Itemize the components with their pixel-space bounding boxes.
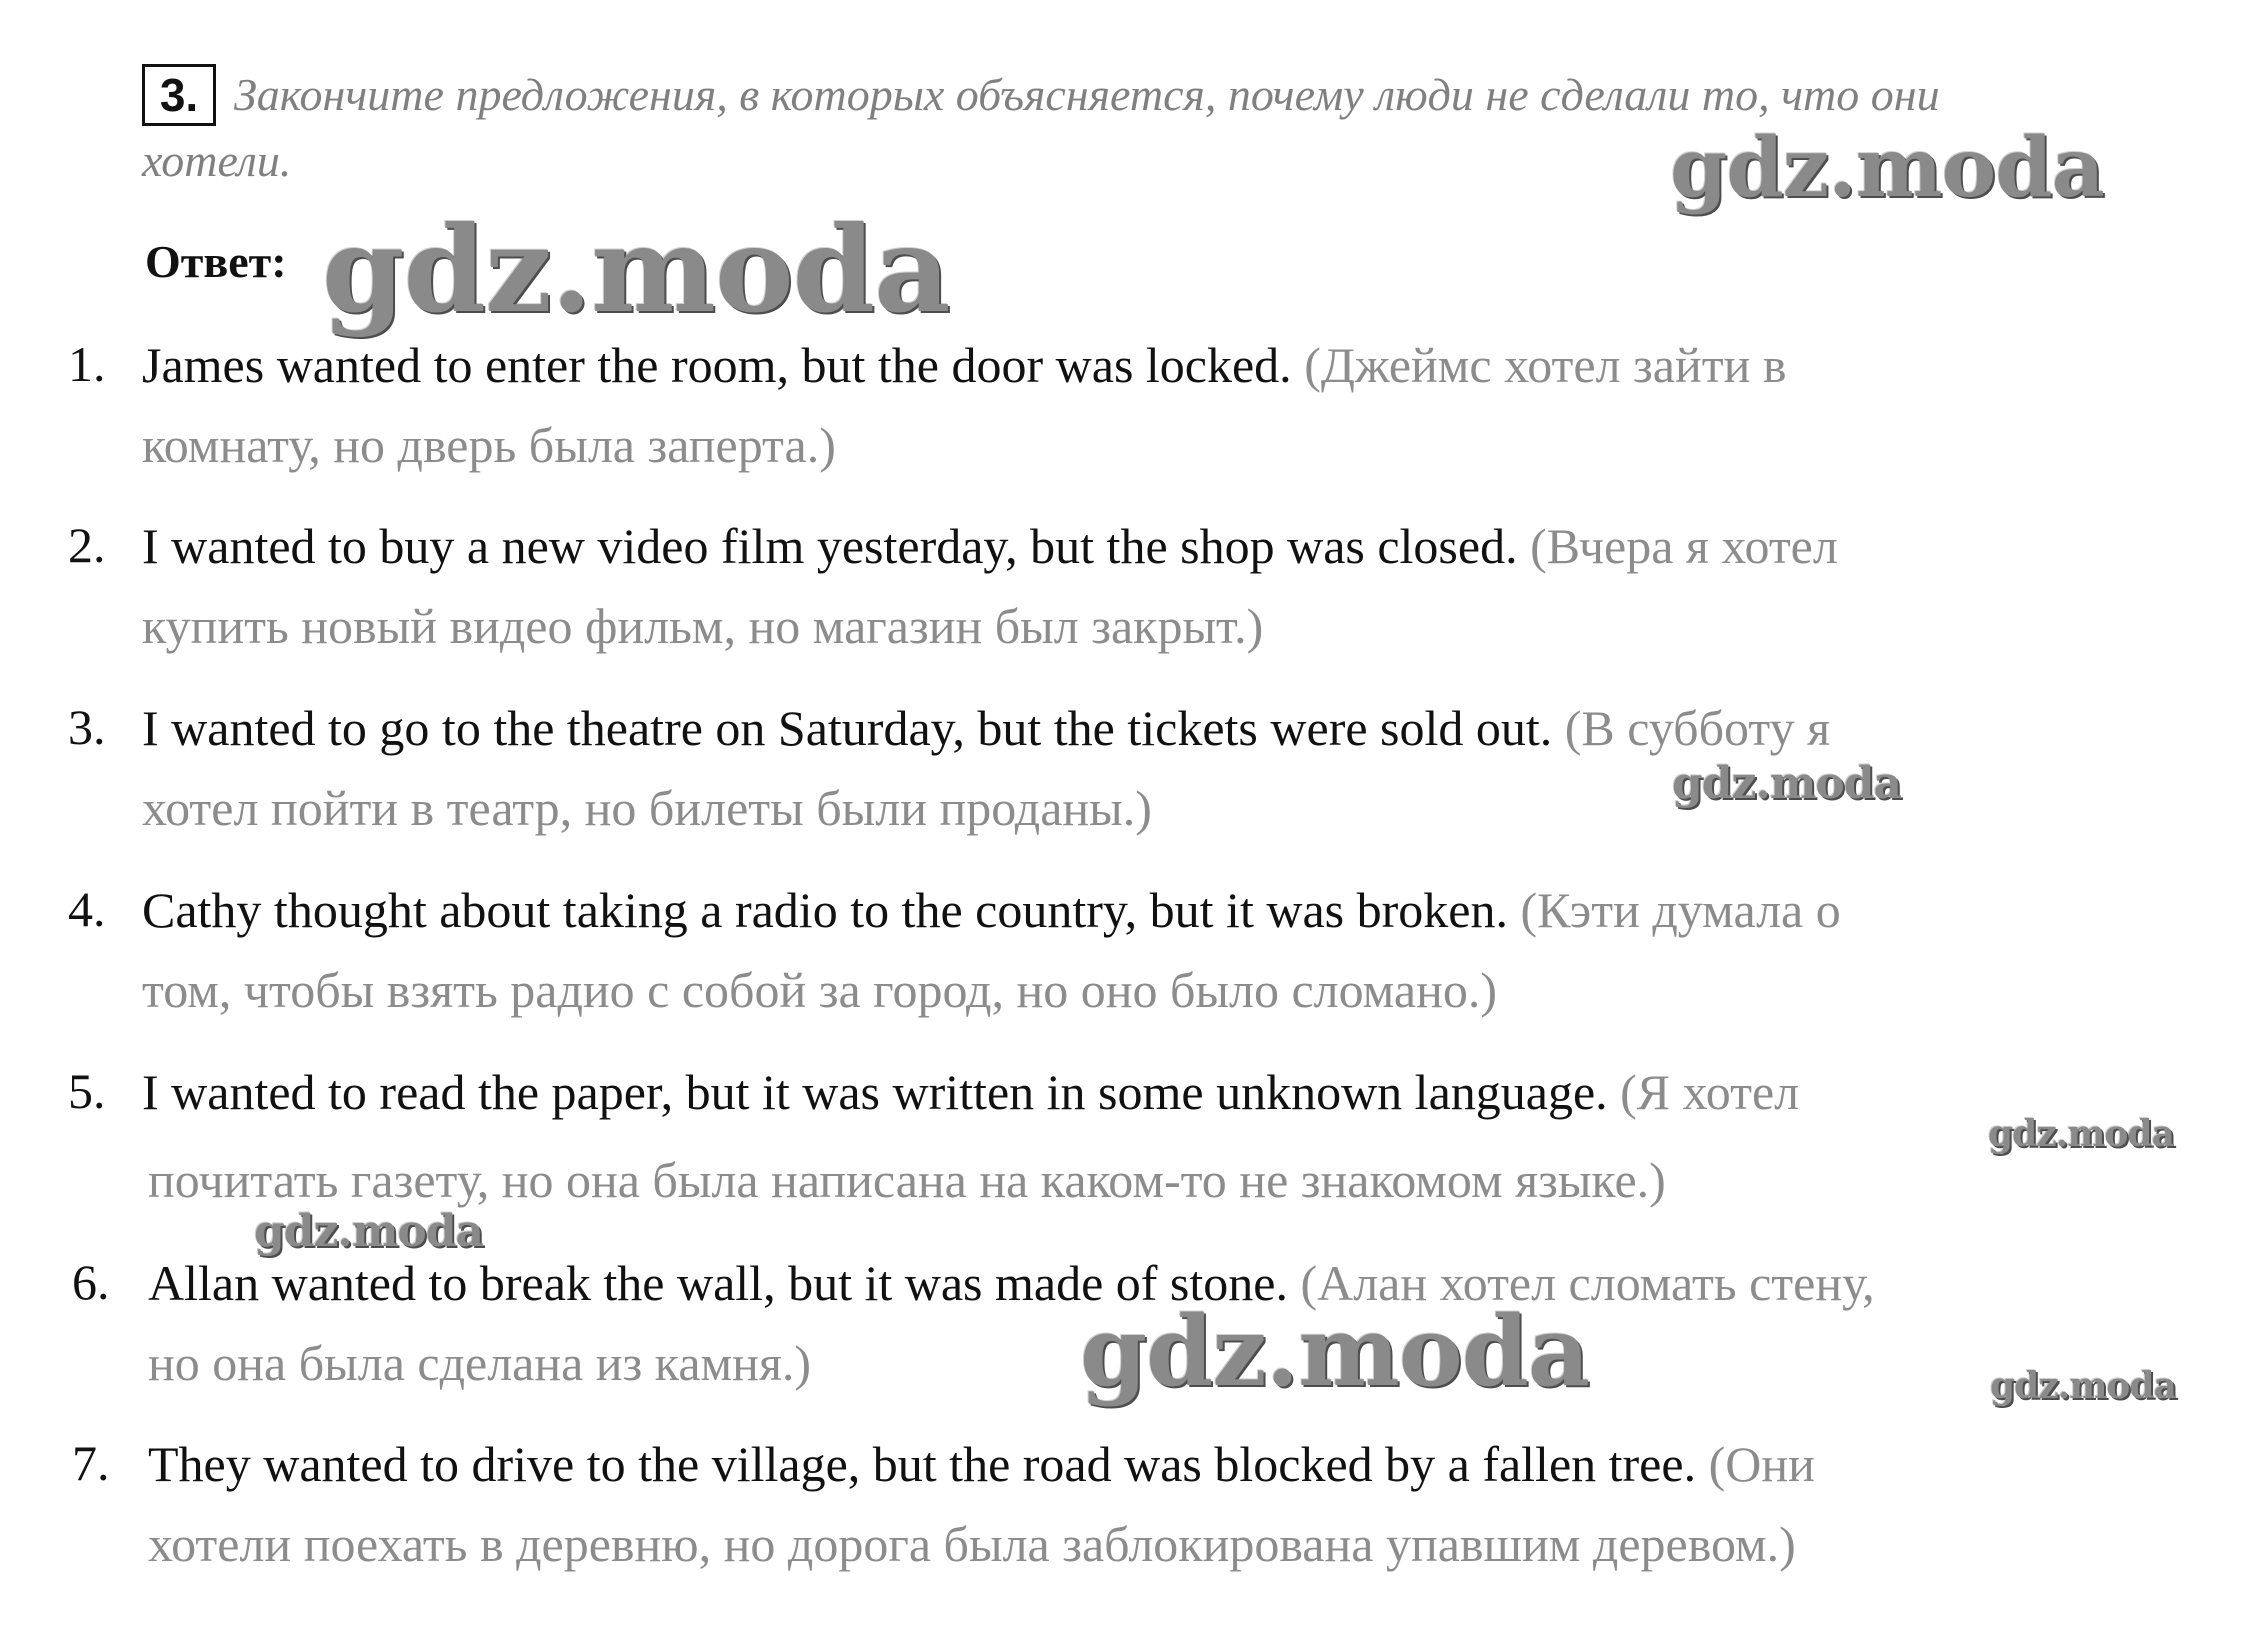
english-sentence: Allan wanted to break the wall, but it was made of stone. bbox=[148, 1255, 1288, 1311]
item-number: 6. bbox=[72, 1254, 110, 1310]
russian-translation-continued: но она была сделана из камня.) bbox=[148, 1335, 812, 1391]
answer-label: Ответ: bbox=[145, 236, 287, 287]
russian-translation-continued: хотели поехать в деревню, но дорога была заблокирована упавшим деревом.) bbox=[148, 1516, 1796, 1572]
russian-translation: (В субботу я bbox=[1564, 700, 1831, 756]
russian-translation-continued: хотел пойти в театр, но билеты были проданы.) bbox=[142, 780, 1152, 836]
watermark-logo: gdz.moda bbox=[254, 1206, 484, 1257]
watermark-logo: gdz.moda bbox=[1080, 1295, 1590, 1408]
russian-translation-continued: комнату, но дверь была заперта.) bbox=[142, 417, 836, 473]
russian-translation: (Они bbox=[1708, 1436, 1815, 1492]
watermark-logo: gdz.moda bbox=[1988, 1113, 2174, 1155]
item-line-1 bbox=[142, 698, 1830, 758]
item-number: 4. bbox=[68, 881, 106, 937]
english-sentence: They wanted to drive to the village, but the road was blocked by a fallen tree. bbox=[148, 1436, 1697, 1492]
russian-translation-continued: почитать газету, но она была написана на каком-то не знакомом языке.) bbox=[148, 1152, 1666, 1208]
item-line-1 bbox=[142, 1062, 1799, 1122]
russian-translation: (Вчера я хотел bbox=[1530, 518, 1838, 574]
item-number: 7. bbox=[72, 1435, 110, 1491]
russian-translation-continued: купить новый видео фильм, но магазин был закрыт.) bbox=[142, 598, 1264, 654]
task-number-box: 3. bbox=[142, 64, 216, 126]
watermark-logo: gdz.moda bbox=[1670, 120, 2104, 216]
item-line-1 bbox=[148, 1434, 1815, 1494]
russian-translation: (Я хотел bbox=[1620, 1064, 1800, 1120]
english-sentence: I wanted to go to the theatre on Saturday, but the tickets were sold out. bbox=[142, 700, 1553, 756]
item-number: 5. bbox=[68, 1063, 106, 1119]
english-sentence: Cathy thought about taking a radio to the country, but it was broken. bbox=[142, 882, 1508, 938]
english-sentence: James wanted to enter the room, but the door was locked. bbox=[142, 337, 1292, 393]
item-number: 3. bbox=[68, 699, 106, 755]
item-line-1 bbox=[142, 880, 1841, 940]
watermark-logo: gdz.moda bbox=[1990, 1365, 2176, 1407]
russian-translation: (Алан хотел сломать стену, bbox=[1300, 1255, 1875, 1311]
item-number: 1. bbox=[68, 336, 106, 392]
russian-translation: (Джеймс хотел зайти в bbox=[1304, 337, 1787, 393]
item-line-1 bbox=[142, 335, 1786, 395]
task-instruction-continued: хотели. bbox=[142, 135, 292, 186]
english-sentence: I wanted to buy a new video film yesterday, but the shop was closed. bbox=[142, 518, 1518, 574]
item-line-1 bbox=[142, 516, 1838, 576]
watermark-logo: gdz.moda bbox=[322, 200, 950, 339]
russian-translation: (Кэти думала о bbox=[1520, 882, 1841, 938]
item-number: 2. bbox=[68, 517, 106, 573]
english-sentence: I wanted to read the paper, but it was written in some unknown language. bbox=[142, 1064, 1608, 1120]
russian-translation-continued: том, чтобы взять радио с собой за город, но оно было сломано.) bbox=[142, 962, 1498, 1018]
item-line-1 bbox=[148, 1253, 1875, 1313]
task-instruction: Закончите предложения, в которых объясняется, почему люди не сделали то, что они bbox=[234, 69, 1940, 120]
watermark-logo: gdz.moda bbox=[1672, 758, 1902, 809]
